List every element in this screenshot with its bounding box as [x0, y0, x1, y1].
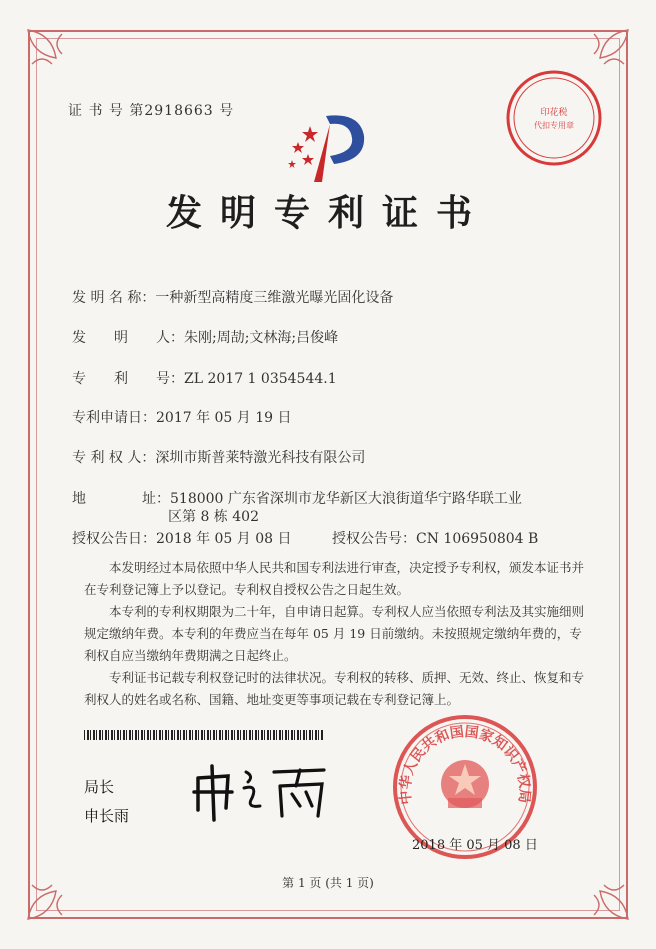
director-name: 申长雨 [84, 807, 130, 825]
director-title: 局长 [84, 778, 115, 796]
patent-number-label: 专 利 号： [72, 371, 184, 387]
svg-text:印花税: 印花税 [540, 108, 568, 118]
body-paragraph: 本发明经过本局依照中华人民共和国专利法进行审查，决定授予专利权，颁发本证书并在专利登记簿上予以登记。专利权自授权公告之日起生效。 [84, 560, 585, 597]
tax-stamp-seal [504, 68, 604, 168]
inventor-label: 发 明 人： [72, 330, 184, 346]
certificate-body [84, 557, 584, 711]
grant-date-label: 授权公告日： [72, 531, 156, 547]
barcode [84, 730, 324, 740]
filing-date-value: 2017 年 05 月 19 日 [156, 410, 292, 426]
certificate-title: 发明专利证书 [165, 192, 490, 234]
invention-name-row [72, 287, 393, 307]
patentee-label: 专 利 权 人： [72, 450, 156, 466]
grant-date-row [72, 528, 292, 548]
patent-number-value: ZL 2017 1 0354544.1 [184, 371, 337, 387]
page-number: 第 1 页 (共 1 页) [282, 876, 374, 890]
address-line1: 518000 广东省深圳市龙华新区大浪街道华宁路华联工业 [170, 491, 522, 507]
seal-date: 2018 年 05 月 08 日 [412, 838, 538, 853]
body-paragraph: 本专利的专利权期限为二十年，自申请日起算。专利权人应当依照专利法及其实施细则规定缴纳年费。本专利的年费应当在每年 05 月 19 日前缴纳。未按照规定缴纳年费的，专利权自应当缴纳年费期满之日起终止。 [84, 604, 585, 663]
svg-text:中华人民共和国国家知识产权局: 中华人民共和国国家知识产权局 [397, 724, 533, 806]
invention-name-value: 一种新型高精度三维激光曝光固化设备 [155, 290, 394, 306]
patent-number-row [72, 368, 337, 388]
grant-number-label: 授权公告号： [332, 531, 416, 547]
certificate-number: 证 书 号 第2918663 号 [68, 103, 235, 119]
inventor-row [72, 327, 338, 347]
grant-number-row [332, 528, 538, 548]
address-row [72, 488, 522, 508]
corner-ornament-top-left [22, 24, 92, 94]
director-signature [188, 758, 338, 824]
grant-number-value: CN 106950804 B [416, 531, 539, 547]
address-label: 地 址： [72, 491, 170, 507]
patent-office-logo-icon [280, 108, 376, 186]
address-line2: 区第 8 栋 402 [168, 509, 259, 525]
body-paragraph: 专利证书记载专利权登记时的法律状况。专利权的转移、质押、无效、终止、恢复和专利权人的姓名或名称、国籍、地址变更等事项记载在专利登记簿上。 [84, 670, 585, 707]
inventor-value: 朱刚;周劼;文林海;吕俊峰 [184, 330, 339, 346]
patentee-row [72, 447, 365, 467]
filing-date-label: 专利申请日： [72, 410, 156, 426]
invention-name-label: 发 明 名 称： [72, 290, 156, 306]
grant-date-value: 2018 年 05 月 08 日 [156, 531, 292, 547]
svg-text:代扣专用章: 代扣专用章 [534, 121, 574, 130]
patentee-value: 深圳市斯普莱特激光科技有限公司 [155, 450, 366, 466]
filing-date-row [72, 407, 292, 427]
